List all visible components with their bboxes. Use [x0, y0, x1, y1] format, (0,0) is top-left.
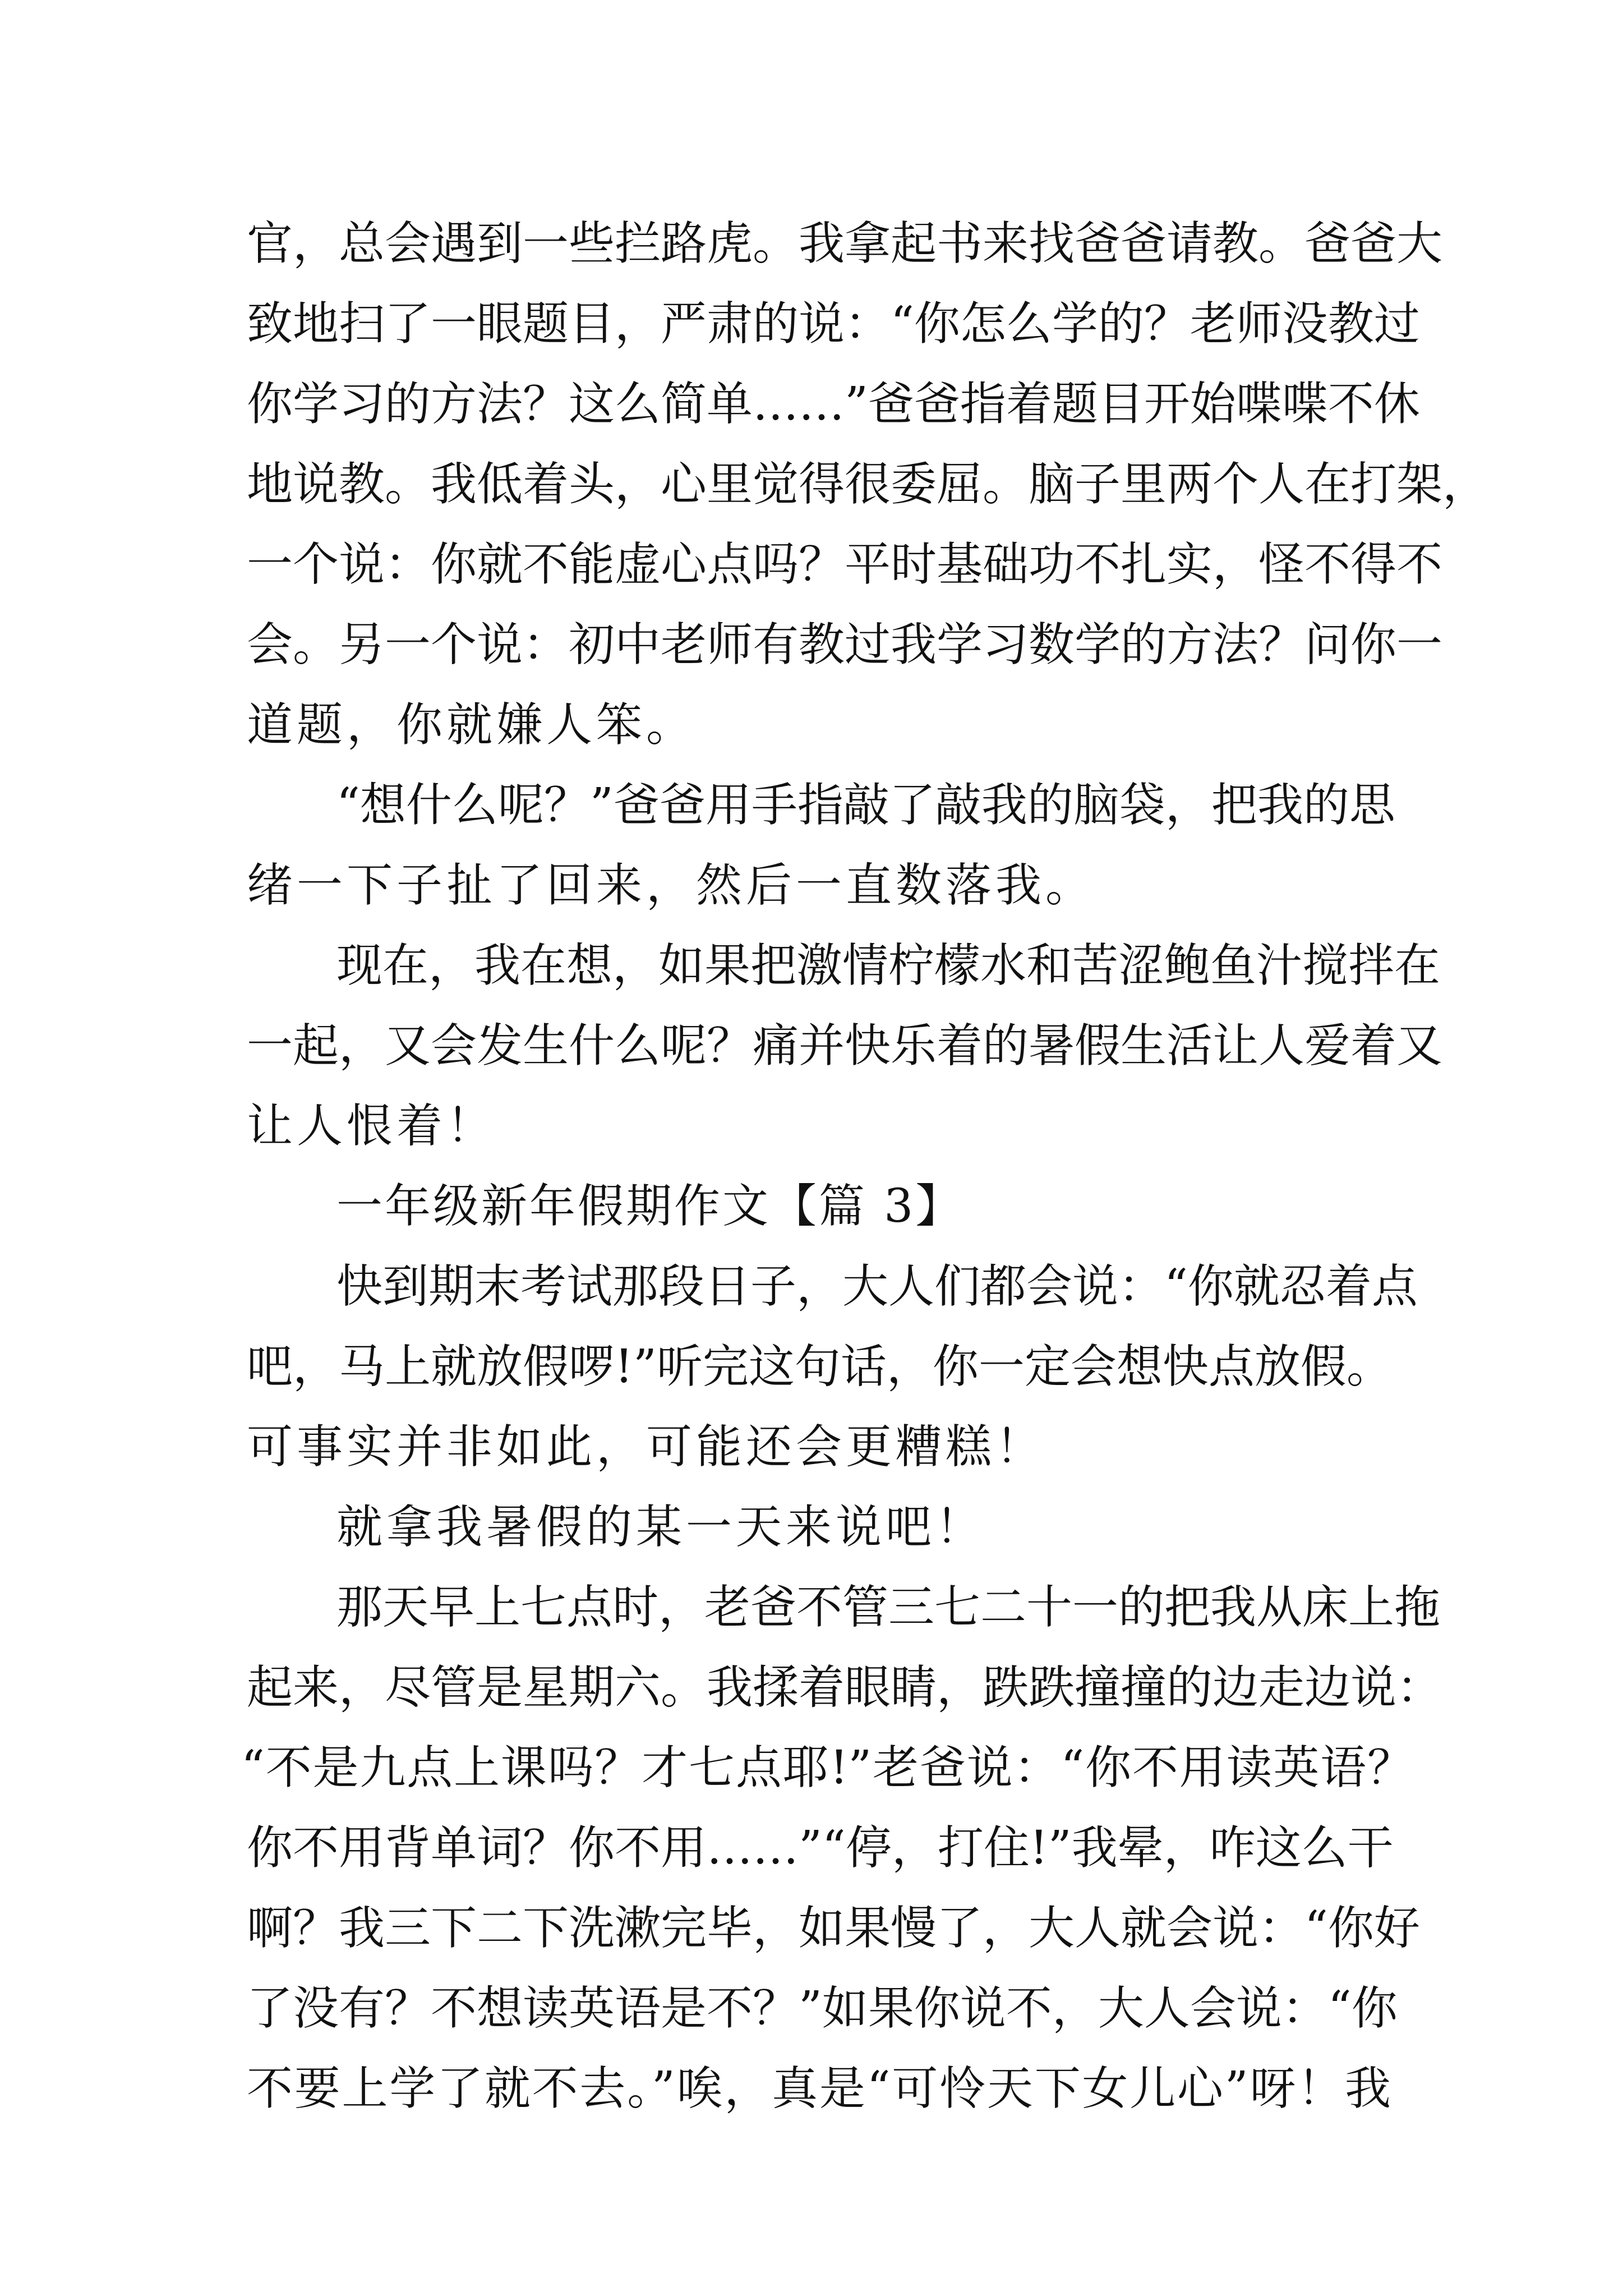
paragraph-first-line: “想什么呢？”爸爸用手指敲了敲我的脑袋，把我的思 — [336, 779, 1395, 832]
section-heading: 一年级新年假期作文【篇 3】 — [336, 1180, 964, 1233]
text-line: 可事实并非如此，可能还会更糟糕！ — [247, 1420, 1046, 1474]
text-line: 绪一下子扯了回来，然后一直数落我。 — [247, 859, 1096, 912]
paragraph-first-line: 快到期末考试那段日子，大人们都会说：“你就忍着点 — [336, 1260, 1418, 1313]
text-line: 一个说：你就不能虚心点吗？平时基础功不扎实，怪不得不 — [247, 538, 1443, 591]
text-line: 起来，尽管是星期六。我揉着眼睛，跌跌撞撞的边走边说： — [247, 1661, 1443, 1714]
text-line: 你不用背单词？你不用……”“停，打住!”我晕，咋这么干 — [247, 1821, 1394, 1875]
text-line: 会。另一个说：初中老师有教过我学习数学的方法？问你一 — [247, 618, 1443, 671]
text-line: 地说教。我低着头，心里觉得很委屈。脑子里两个人在打架， — [247, 458, 1489, 511]
paragraph-first-line: 就拿我暑假的某一天来说吧！ — [336, 1501, 986, 1554]
paragraph-first-line: 现在，我在想，如果把激情柠檬水和苦涩鲍鱼汁搅拌在 — [336, 939, 1441, 992]
text-line: “不是九点上课吗？才七点耶!”老爸说：“你不用读英语？ — [241, 1741, 1413, 1795]
text-line: 让人恨着！ — [247, 1099, 497, 1153]
text-line: 你学习的方法？这么简单……”爸爸指着题目开始喋喋不休 — [247, 378, 1420, 431]
text-line: 啊？我三下二下洗漱完毕，如果慢了，大人就会说：“你好 — [247, 1902, 1420, 1955]
text-line: 官，总会遇到一些拦路虎。我拿起书来找爸爸请教。爸爸大 — [247, 217, 1443, 270]
text-line: 道题，你就嫌人笨。 — [247, 698, 697, 752]
paragraph-first-line: 那天早上七点时，老爸不管三七二十一的把我从床上拖 — [336, 1581, 1441, 1634]
text-line: 吧，马上就放假啰!”听完这句话，你一定会想快点放假。 — [247, 1340, 1393, 1393]
text-line: 了没有？不想读英语是不？”如果你说不，大人会说：“你 — [247, 1982, 1398, 2035]
text-line: 不要上学了就不去。”唉，真是“可怜天下女儿心”呀！我 — [247, 2062, 1391, 2115]
text-line: 一起，又会发生什么呢？痛并快乐着的暑假生活让人爱着又 — [247, 1019, 1443, 1073]
text-line: 致地扫了一眼题目，严肃的说：“你怎么学的？老师没教过 — [247, 297, 1420, 351]
